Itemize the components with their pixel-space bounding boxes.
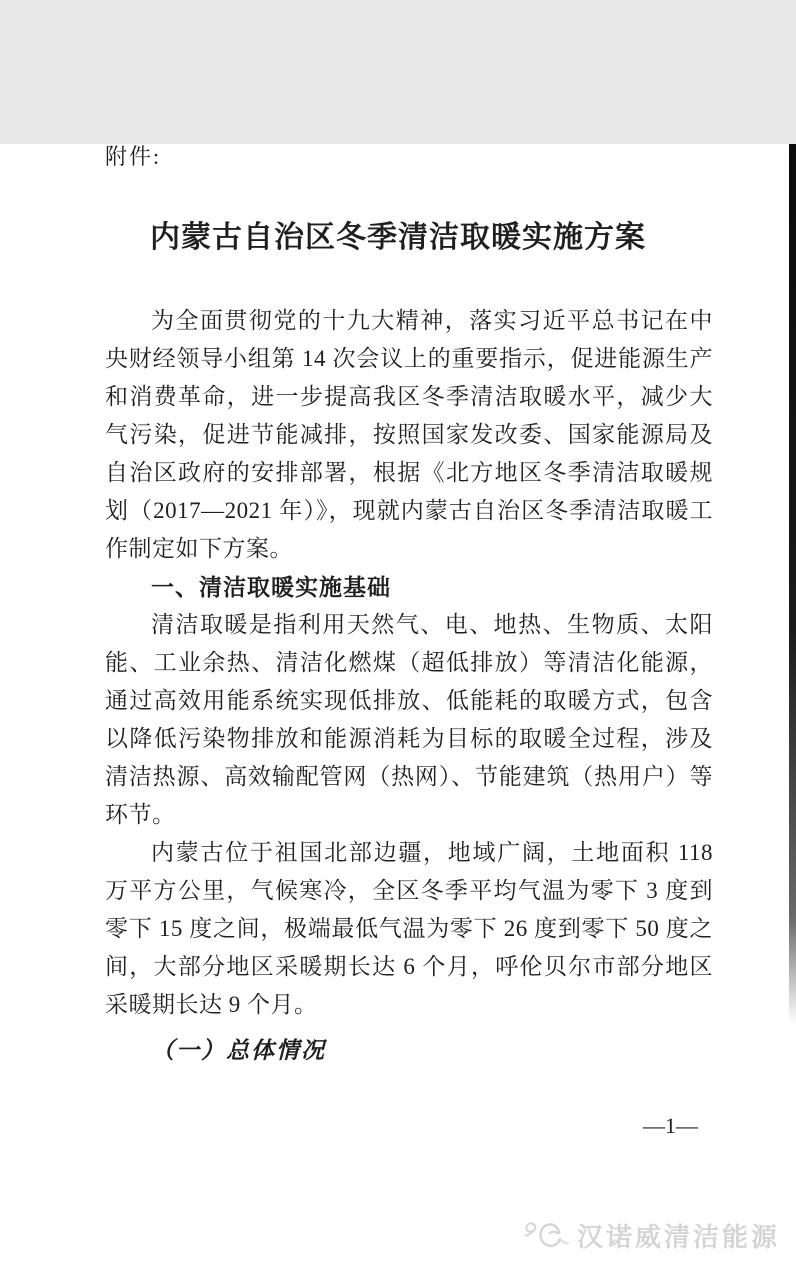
scan-edge-artifact — [789, 144, 796, 1024]
footer-watermark — [523, 1216, 780, 1254]
paragraph-inner-mongolia-climate: 内蒙古位于祖国北部边疆，地域广阔，土地面积 118 万平方公里，气候寒冷，全区冬季平均气温为零下 3 度到零下 15 度之间，极端最低气温为零下 26 度到零下 50 度之间，大部分地区采暖期长达 6 个月，呼伦贝尔市部分地区采暖期长达 9 个月。 — [105, 840, 714, 1017]
page-number: —1— — [643, 1113, 698, 1138]
attachment-label: 附件: — [105, 144, 162, 169]
document-title: 内蒙古自治区冬季清洁取暖实施方案 — [150, 221, 646, 254]
paragraph-intro: 为全面贯彻党的十九大精神，落实习近平总书记在中央财经领导小组第 14 次会议上的重要指示，促进能源生产和消费革命，进一步提高我区冬季清洁取暖水平，减少大气污染，促进节能减排，按照国家发改委、国家能源局及自治区政府的安排部署，根据《北方地区冬季清洁取暖规划（2017—2021 年）》，现就内蒙古自治区冬季清洁取暖工作制定如下方案。 — [105, 308, 713, 561]
section-heading-1: 一、清洁取暖实施基础 — [151, 574, 391, 600]
subsection-heading-overall-situation: （一）总体情况 — [151, 1038, 326, 1063]
paragraph-clean-heating-definition: 清洁取暖是指利用天然气、电、地热、生物质、太阳能、工业余热、清洁化燃煤（超低排放）等清洁化能源，通过高效用能系统实现低排放、低能耗的取暖方式，包含以降低污染物排放和能源消耗为目标的取暖全过程，涉及清洁热源、高效输配管网（热网）、节能建筑（热用户）等环节。 — [105, 612, 713, 827]
document-page — [0, 144, 796, 1266]
document-body — [105, 302, 713, 1070]
swirl-bird-logo-icon — [523, 1216, 571, 1254]
footer-brand-name: 汉诺威清洁能源 — [576, 1221, 780, 1252]
